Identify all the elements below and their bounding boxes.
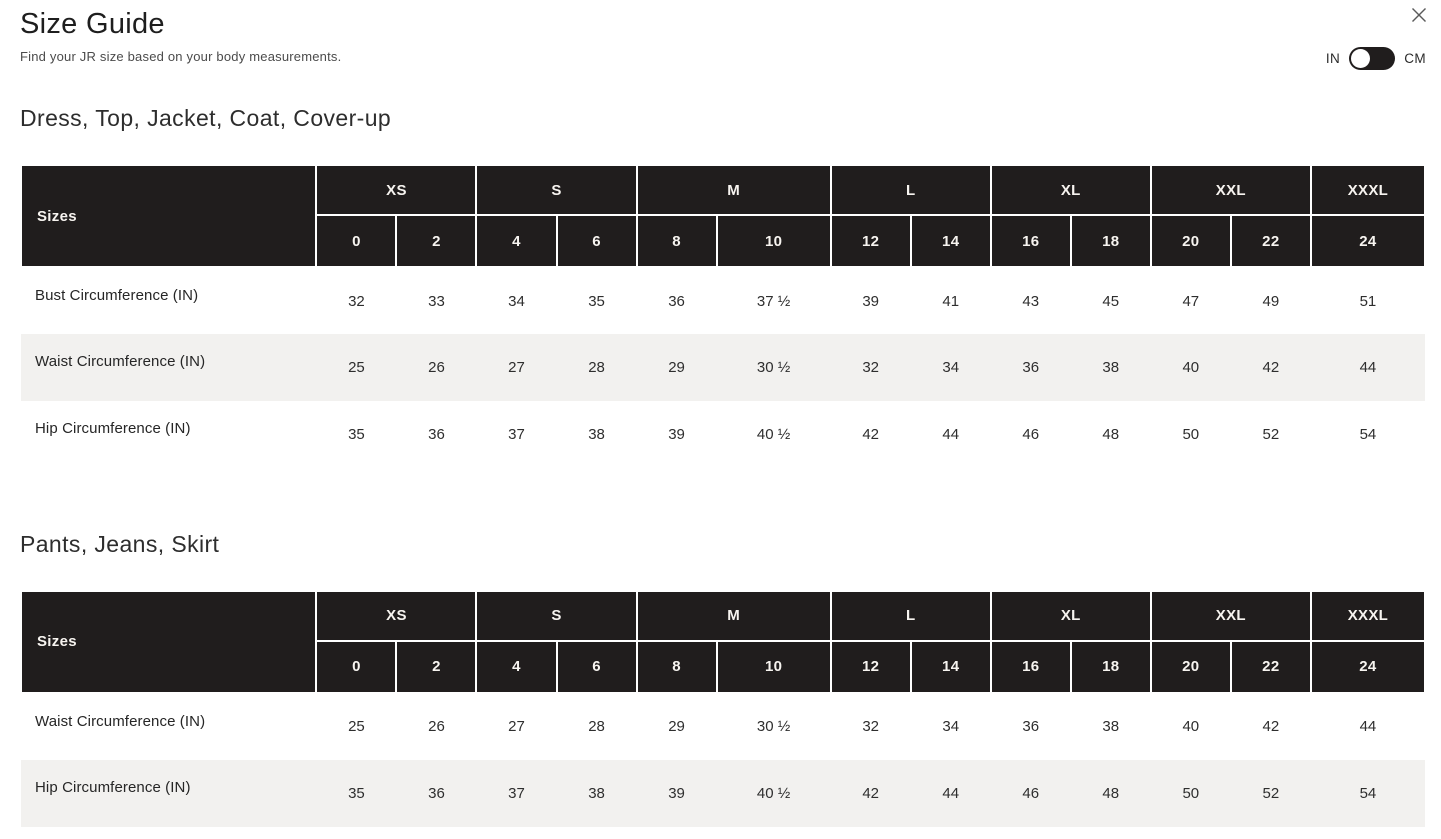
measurement-value-8: 29 bbox=[668, 359, 685, 376]
measurement-value-16: 46 bbox=[1022, 784, 1040, 802]
measurement-value-2: 36 bbox=[428, 784, 445, 802]
group-header-m: M bbox=[637, 591, 831, 641]
group-header-xl: XL bbox=[991, 165, 1151, 215]
unit-toggle-switch[interactable] bbox=[1349, 47, 1395, 70]
measurement-label: Waist Circumference (IN) bbox=[35, 712, 206, 730]
measurement-value-14: 34 bbox=[942, 718, 960, 736]
page-title: Size Guide bbox=[20, 8, 165, 40]
group-header-xxl: XXL bbox=[1151, 165, 1311, 215]
page-subtitle: Find your JR size based on your body measurements. bbox=[20, 49, 342, 65]
measurement-value-22: 42 bbox=[1262, 359, 1280, 376]
measurement-value-18: 48 bbox=[1102, 426, 1120, 443]
size-header-4: 4 bbox=[476, 215, 556, 267]
measurement-value-20: 50 bbox=[1182, 426, 1200, 443]
measurement-value-24: 44 bbox=[1359, 359, 1377, 376]
measurement-value-10: 30 ½ bbox=[756, 359, 791, 376]
section-heading: Pants, Jeans, Skirt bbox=[20, 531, 220, 557]
measurement-row-1-0 bbox=[21, 693, 1425, 760]
measurement-value-16: 36 bbox=[1022, 718, 1040, 736]
measurement-row-1-1 bbox=[21, 760, 1425, 827]
size-header-18: 18 bbox=[1071, 215, 1151, 267]
measurement-value-10: 40 ½ bbox=[756, 426, 791, 443]
measurement-value-14: 44 bbox=[942, 426, 960, 443]
measurement-value-2: 26 bbox=[428, 718, 445, 736]
group-header-s: S bbox=[476, 591, 636, 641]
group-header-s: S bbox=[476, 165, 636, 215]
size-header-14: 14 bbox=[911, 215, 991, 267]
size-section bbox=[20, 530, 1426, 827]
size-header-24: 24 bbox=[1311, 641, 1425, 693]
size-header-4: 4 bbox=[476, 641, 556, 693]
measurement-value-14: 44 bbox=[942, 784, 960, 802]
measurement-value-8: 39 bbox=[668, 426, 685, 443]
group-header-xxxl: XXXL bbox=[1311, 165, 1425, 215]
group-header-m: M bbox=[637, 165, 831, 215]
measurement-value-24: 51 bbox=[1359, 292, 1377, 310]
size-header-14: 14 bbox=[911, 641, 991, 693]
modal-header bbox=[20, 6, 1426, 64]
size-header-16: 16 bbox=[991, 215, 1071, 267]
measurement-value-6: 28 bbox=[588, 718, 605, 736]
group-header-xs: XS bbox=[316, 591, 476, 641]
measurement-value-2: 33 bbox=[428, 292, 445, 310]
measurement-value-12: 42 bbox=[862, 784, 880, 802]
group-header-xxxl: XXXL bbox=[1311, 591, 1425, 641]
group-header-xl: XL bbox=[991, 591, 1151, 641]
measurement-label: Bust Circumference (IN) bbox=[35, 287, 199, 304]
measurement-value-6: 28 bbox=[588, 359, 605, 376]
measurement-value-16: 46 bbox=[1022, 426, 1040, 443]
measurement-value-22: 42 bbox=[1262, 718, 1280, 736]
measurement-label: Hip Circumference (IN) bbox=[35, 778, 191, 796]
unit-toggle bbox=[1326, 47, 1426, 70]
measurement-value-0: 25 bbox=[348, 718, 365, 736]
measurement-value-20: 40 bbox=[1182, 359, 1200, 376]
close-button[interactable] bbox=[1409, 5, 1429, 25]
measurement-value-10: 37 ½ bbox=[756, 292, 791, 310]
size-header-8: 8 bbox=[637, 641, 717, 693]
measurement-label: Waist Circumference (IN) bbox=[35, 353, 206, 370]
measurement-value-20: 47 bbox=[1182, 292, 1200, 310]
measurement-value-16: 43 bbox=[1022, 292, 1040, 310]
measurement-value-12: 42 bbox=[862, 426, 880, 443]
group-header-l: L bbox=[831, 591, 991, 641]
size-header-12: 12 bbox=[831, 641, 911, 693]
unit-label-in: IN bbox=[1325, 51, 1341, 66]
measurement-value-6: 38 bbox=[588, 426, 605, 443]
measurement-value-4: 37 bbox=[508, 784, 525, 802]
size-header-0: 0 bbox=[316, 641, 396, 693]
section-heading: Dress, Top, Jacket, Coat, Cover-up bbox=[20, 105, 392, 132]
close-icon bbox=[1410, 6, 1428, 24]
measurement-value-22: 52 bbox=[1262, 784, 1280, 802]
size-header-16: 16 bbox=[991, 641, 1071, 693]
size-group-header-row bbox=[21, 591, 1425, 641]
sizes-corner-cell: Sizes bbox=[21, 165, 316, 267]
measurement-value-18: 38 bbox=[1102, 359, 1120, 376]
measurement-value-20: 40 bbox=[1182, 718, 1200, 736]
size-header-22: 22 bbox=[1231, 215, 1311, 267]
measurement-value-4: 27 bbox=[508, 718, 525, 736]
measurement-value-6: 35 bbox=[588, 292, 605, 310]
toggle-knob bbox=[1351, 49, 1370, 68]
measurement-value-4: 34 bbox=[508, 292, 525, 310]
unit-label-cm: CM bbox=[1404, 51, 1426, 66]
sections-container bbox=[20, 104, 1426, 827]
size-section bbox=[20, 104, 1426, 468]
measurement-value-24: 44 bbox=[1359, 718, 1377, 736]
measurement-value-18: 45 bbox=[1102, 292, 1120, 310]
measurement-value-18: 38 bbox=[1102, 718, 1120, 736]
measurement-value-10: 40 ½ bbox=[756, 784, 791, 802]
measurement-value-12: 32 bbox=[862, 359, 880, 376]
measurement-row-0-1 bbox=[21, 334, 1425, 401]
measurement-value-20: 50 bbox=[1182, 784, 1200, 802]
measurement-value-14: 41 bbox=[942, 292, 960, 310]
measurement-label: Hip Circumference (IN) bbox=[35, 420, 191, 437]
size-header-18: 18 bbox=[1071, 641, 1151, 693]
measurement-value-8: 39 bbox=[668, 784, 685, 802]
size-header-8: 8 bbox=[637, 215, 717, 267]
measurement-value-10: 30 ½ bbox=[756, 718, 791, 736]
measurement-value-8: 36 bbox=[668, 292, 685, 310]
measurement-value-2: 36 bbox=[428, 426, 445, 443]
size-table bbox=[20, 164, 1426, 468]
measurement-value-0: 25 bbox=[348, 359, 365, 376]
size-header-6: 6 bbox=[557, 641, 637, 693]
measurement-value-24: 54 bbox=[1359, 426, 1377, 443]
size-header-12: 12 bbox=[831, 215, 911, 267]
measurement-value-16: 36 bbox=[1022, 359, 1040, 376]
measurement-value-0: 35 bbox=[348, 784, 365, 802]
size-header-10: 10 bbox=[717, 641, 831, 693]
measurement-row-0-2 bbox=[21, 401, 1425, 468]
measurement-value-18: 48 bbox=[1102, 784, 1120, 802]
measurement-value-22: 52 bbox=[1262, 426, 1280, 443]
measurement-value-0: 35 bbox=[348, 426, 365, 443]
measurement-value-4: 37 bbox=[508, 426, 525, 443]
measurement-value-12: 39 bbox=[862, 292, 880, 310]
size-header-22: 22 bbox=[1231, 641, 1311, 693]
measurement-value-14: 34 bbox=[942, 359, 960, 376]
size-header-2: 2 bbox=[396, 641, 476, 693]
measurement-value-4: 27 bbox=[508, 359, 525, 376]
size-table bbox=[20, 590, 1426, 827]
size-header-20: 20 bbox=[1151, 641, 1231, 693]
group-header-xs: XS bbox=[316, 165, 476, 215]
size-header-6: 6 bbox=[557, 215, 637, 267]
measurement-value-12: 32 bbox=[862, 718, 880, 736]
size-header-0: 0 bbox=[316, 215, 396, 267]
measurement-value-0: 32 bbox=[348, 292, 365, 310]
size-header-20: 20 bbox=[1151, 215, 1231, 267]
size-header-24: 24 bbox=[1311, 215, 1425, 267]
measurement-value-24: 54 bbox=[1359, 784, 1377, 802]
measurement-value-2: 26 bbox=[428, 359, 445, 376]
size-header-10: 10 bbox=[717, 215, 831, 267]
measurement-value-8: 29 bbox=[668, 718, 685, 736]
size-header-2: 2 bbox=[396, 215, 476, 267]
group-header-l: L bbox=[831, 165, 991, 215]
group-header-xxl: XXL bbox=[1151, 591, 1311, 641]
measurement-value-22: 49 bbox=[1262, 292, 1280, 310]
measurement-row-0-0 bbox=[21, 267, 1425, 334]
measurement-value-6: 38 bbox=[588, 784, 605, 802]
size-group-header-row bbox=[21, 165, 1425, 215]
sizes-corner-cell: Sizes bbox=[21, 591, 316, 693]
